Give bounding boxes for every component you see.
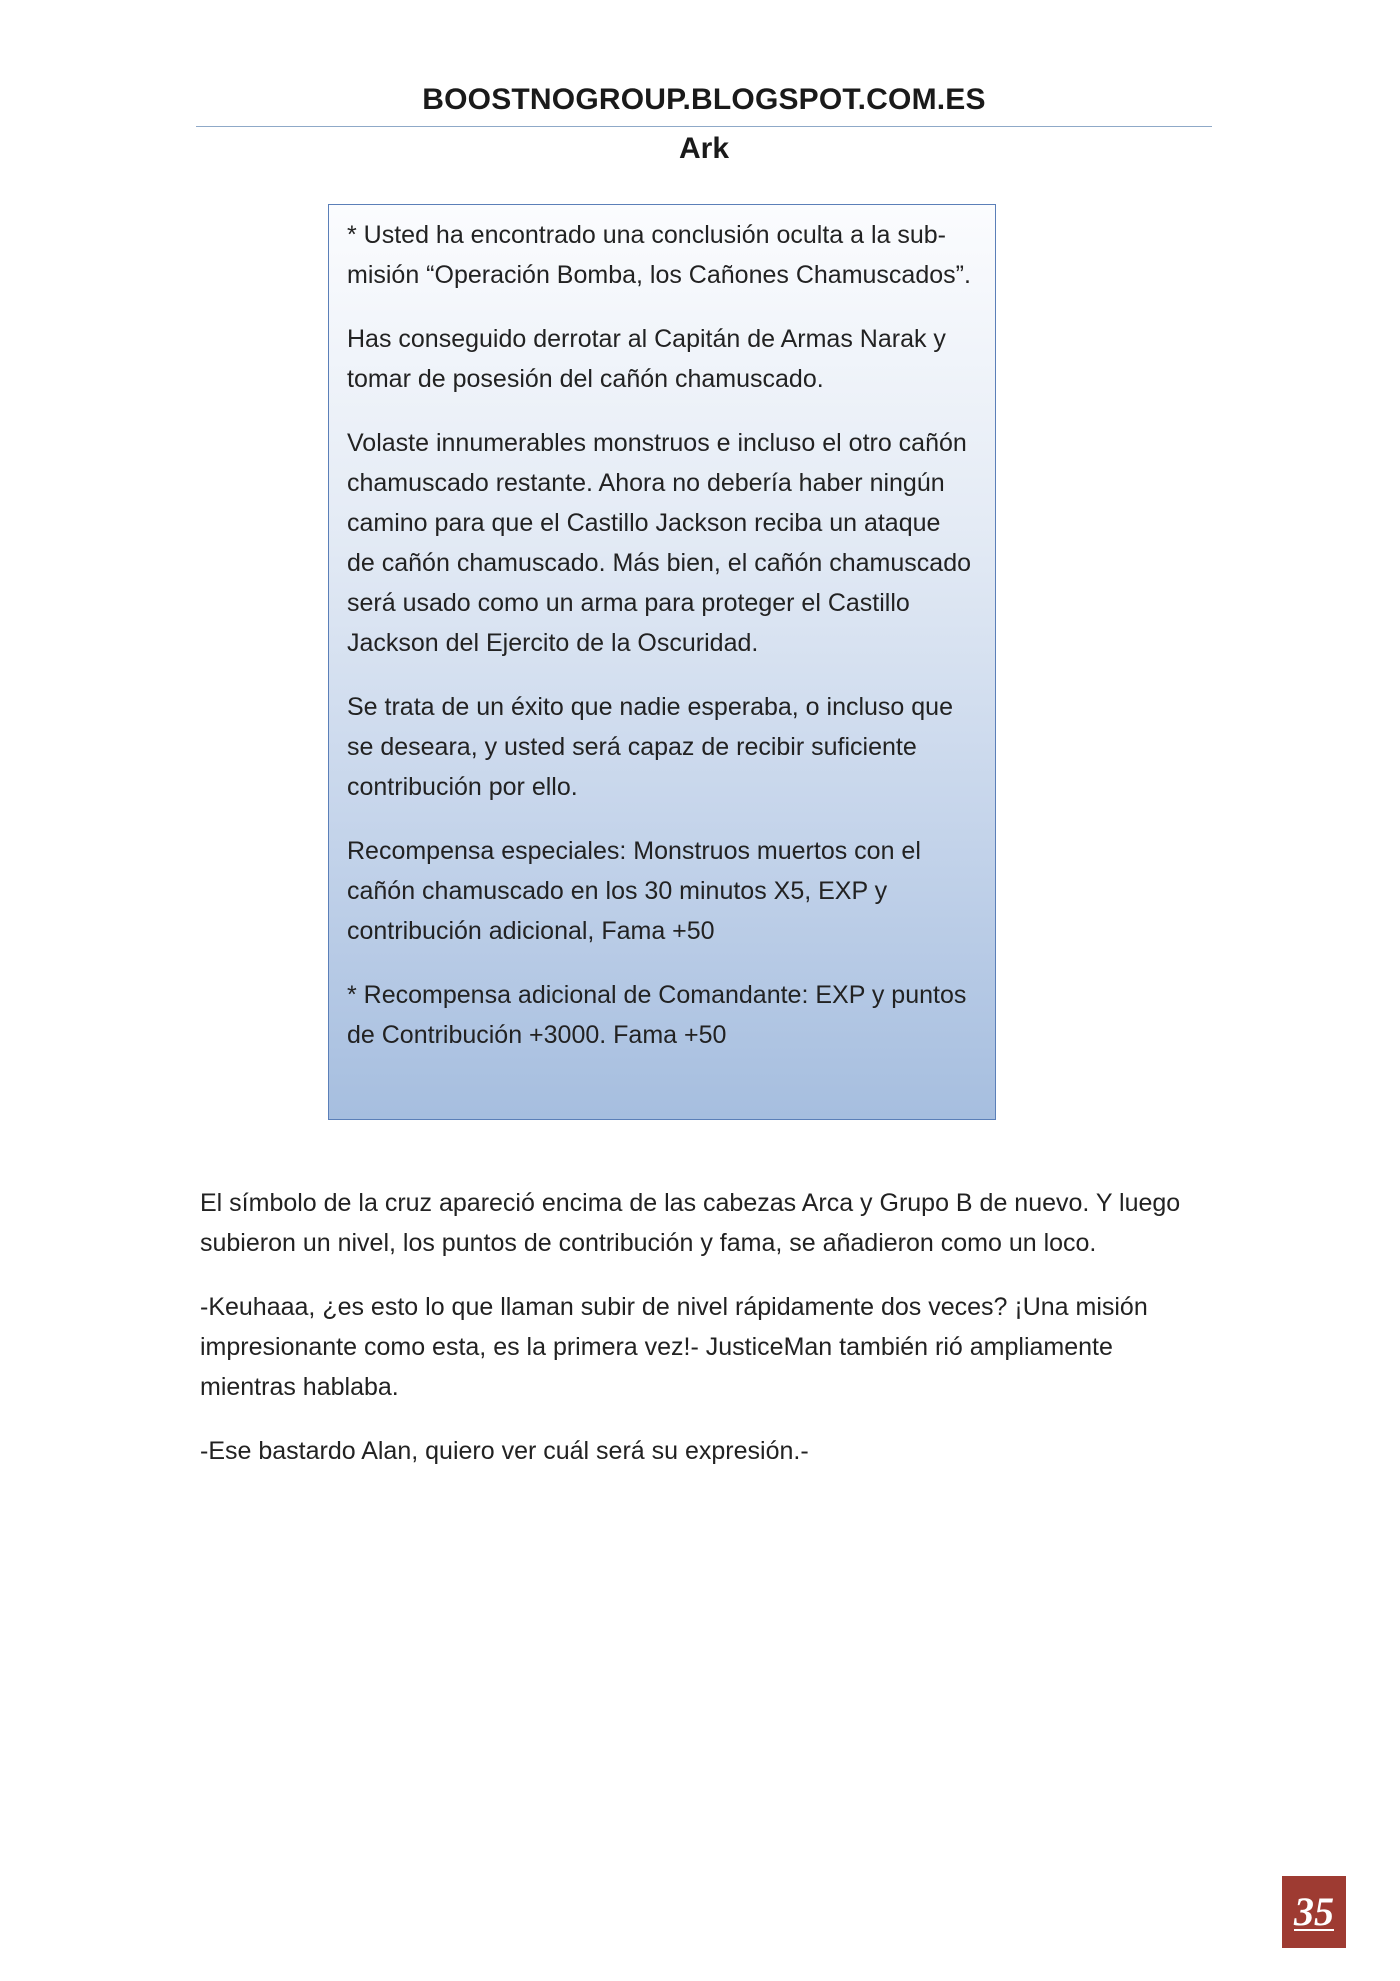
quest-notification-box <box>328 204 996 1120</box>
body-paragraph: -Ese bastardo Alan, quiero ver cuál será su expresión.- <box>200 1437 809 1465</box>
quest-paragraph: Se trata de un éxito que nadie esperaba, o incluso que se deseara, y usted será capaz de recibir suficiente contribución por ello. <box>347 693 953 801</box>
body-paragraph: -Keuhaaa, ¿es esto lo que llaman subir de nivel rápidamente dos veces? ¡Una misión impresionante como esta, es la primera vez!- JusticeMan también rió ampliamente mientras hablaba. <box>200 1293 1148 1401</box>
story-body <box>200 1183 1210 1495</box>
page-number: 35 <box>1294 1889 1334 1934</box>
page-number-badge <box>1282 1876 1346 1948</box>
quest-paragraph: * Recompensa adicional de Comandante: EXP y puntos de Contribución +3000. Fama +50 <box>347 981 967 1049</box>
book-title: Ark <box>678 132 730 165</box>
quest-paragraph: Has conseguido derrotar al Capitán de Armas Narak y tomar de posesión del cañón chamuscado. <box>347 325 946 393</box>
quest-paragraph: * Usted ha encontrado una conclusión oculta a la sub-misión “Operación Bomba, los Cañones Chamuscados”. <box>347 221 971 289</box>
site-header: BOOSTNOGROUP.BLOGSPOT.COM.ES <box>422 83 986 116</box>
header-divider <box>196 126 1212 127</box>
body-paragraph: El símbolo de la cruz apareció encima de las cabezas Arca y Grupo B de nuevo. Y luego subieron un nivel, los puntos de contribución y fama, se añadieron como un loco. <box>200 1189 1181 1257</box>
quest-paragraph: Volaste innumerables monstruos e incluso el otro cañón chamuscado restante. Ahora no debería haber ningún camino para que el Castillo Jackson reciba un ataque de cañón chamuscado. Más bien, el cañón chamuscado será usado como un arma para proteger el Castillo Jackson del Ejercito de la Oscuridad. <box>347 429 971 657</box>
quest-paragraph: Recompensa especiales: Monstruos muertos con el cañón chamuscado en los 30 minutos X5, EXP y contribución adicional, Fama +50 <box>347 837 921 945</box>
